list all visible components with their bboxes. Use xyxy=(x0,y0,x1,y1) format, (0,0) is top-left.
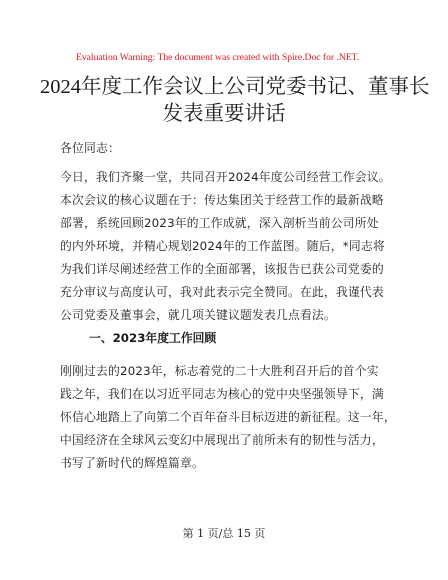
paragraph-2-line: 怀信心地踏上了向第二个百年奋斗目标迈进的新征程。这一年， xyxy=(60,410,396,424)
page-number-footer: 第 1 页/总 15 页 xyxy=(182,527,266,540)
salutation: 各位同志： xyxy=(60,141,120,155)
paragraph-2-line: 践之年，我们在以习近平同志为核心的党中央坚强领导下，满 xyxy=(60,387,384,401)
paragraph-1-line: 今日，我们齐聚一堂，共同召开2024年度公司经营工作会议。 xyxy=(60,170,391,184)
paragraph-1-line: 公司党委及董事会，就几项关键议题发表几点看法。 xyxy=(60,308,336,322)
section-heading: 一、2023年度工作回顾 xyxy=(89,331,217,345)
paragraph-2-line: 书写了新时代的辉煌篇章。 xyxy=(60,456,204,470)
document-title-line-1: 2024年度工作会议上公司党委书记、董事长 xyxy=(40,76,430,98)
paragraph-1-line: 的内外环境，并精心规划2024年的工作蓝图。随后，*同志将 xyxy=(60,239,385,253)
document-title-line-2: 发表重要讲话 xyxy=(162,103,286,125)
paragraph-1-line: 为我们详尽阐述经营工作的全面部署，该报告已获公司党委的 xyxy=(60,262,384,276)
paragraph-1-line: 部署，系统回顾2023年的工作成就，深入剖析当前公司所处 xyxy=(60,216,379,230)
paragraph-1-line: 充分审议与高度认可，我对此表示完全赞同。在此，我谨代表 xyxy=(60,285,384,299)
paragraph-2-line: 刚刚过去的2023年，标志着党的二十大胜利召开后的首个实 xyxy=(60,364,379,378)
evaluation-warning: Evaluation Warning: The document was created with Spire.Doc for .NET. xyxy=(76,52,360,63)
paragraph-1-line: 本次会议的核心议题在于：传达集团关于经营工作的最新战略 xyxy=(60,193,384,207)
paragraph-2-line: 中国经济在全球风云变幻中展现出了前所未有的韧性与活力， xyxy=(60,433,384,447)
